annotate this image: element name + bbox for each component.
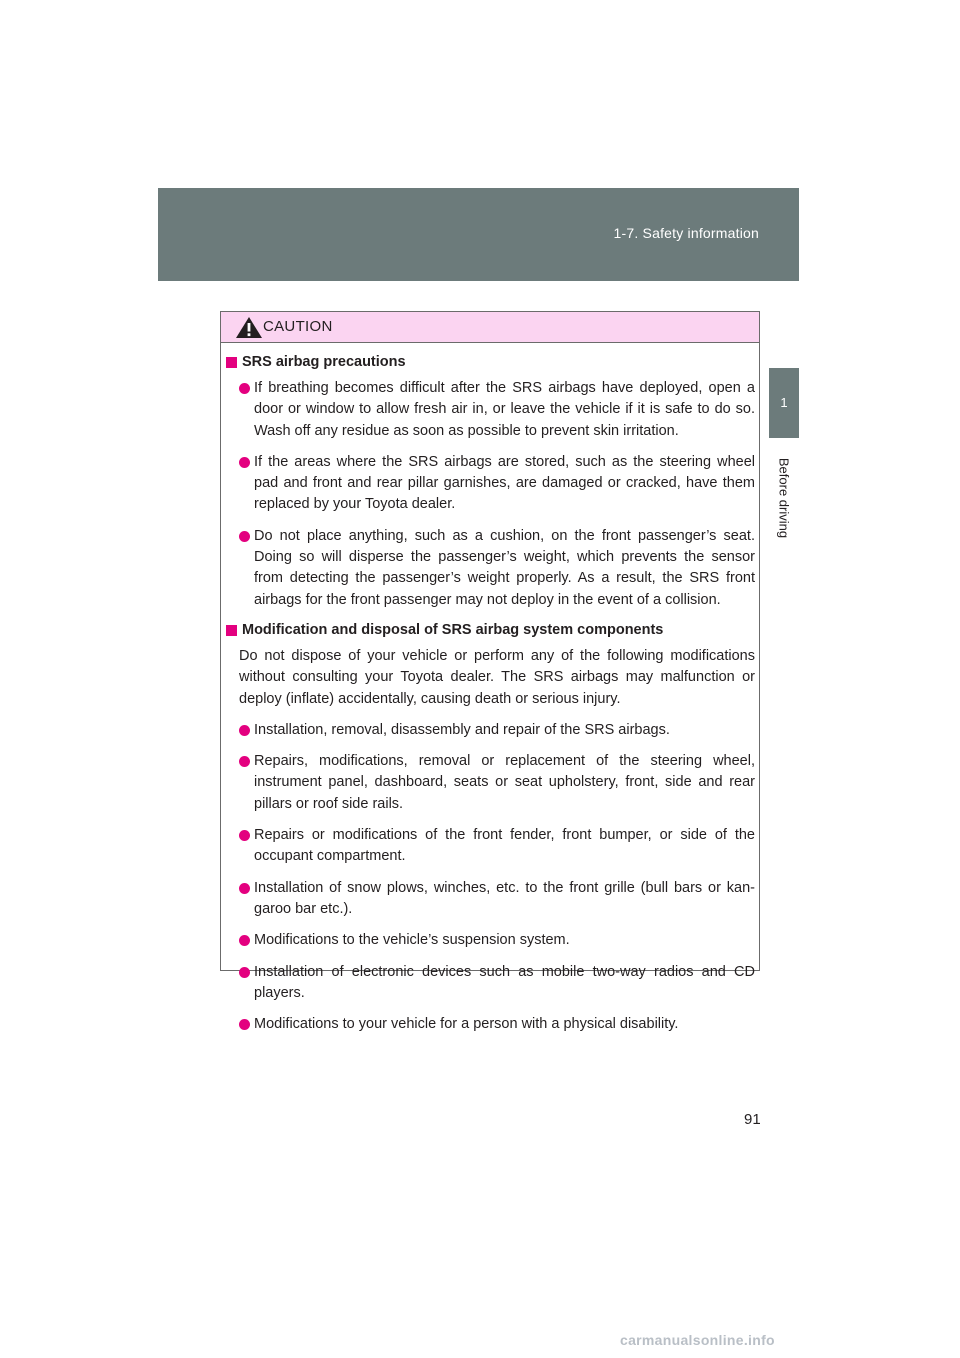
chapter-number: 1 [780, 395, 788, 410]
list-item [239, 825, 755, 868]
round-bullet-icon [239, 725, 250, 736]
list-item-text: If breathing becomes difficult after the SRS airbags have deployed, open a door or window to allow fresh air in, or leave the vehicle if it is safe to do so. Wash off any residue as soon as possible to prevent skin irritation. [254, 380, 755, 439]
section-heading [226, 353, 759, 372]
list-item-text: Repairs or modifications of the front fender, front bumper, or side of the occupant compartment. [254, 827, 755, 865]
section-intro: Do not dispose of your vehicle or perform any of the following modifications without consulting your Toyota dealer. The SRS airbags may malfunction or deploy (inflate) accidentally, causing death or serious injury. [239, 647, 755, 707]
round-bullet-icon [239, 756, 250, 767]
list-item [239, 452, 755, 516]
list-item [239, 930, 755, 951]
header-band [158, 188, 799, 281]
round-bullet-icon [239, 967, 250, 978]
round-bullet-icon [239, 457, 250, 468]
section-title: 1-7. Safety information [613, 225, 759, 241]
list-item [239, 751, 755, 815]
square-bullet-icon [226, 625, 237, 636]
caution-header [221, 312, 759, 343]
list-item-text: If the areas where the SRS airbags are stored, such as the steering wheel pad and front and rear pillar garnishes, are damaged or cracked, have them replaced by your Toyota dealer. [254, 453, 755, 513]
caution-box [220, 311, 760, 1033]
square-bullet-icon [226, 357, 237, 368]
watermark: carmanualsonline.info [620, 1332, 775, 1348]
round-bullet-icon [239, 1019, 250, 1030]
list-item-text: Repairs, modifications, removal or replacement of the steering wheel, instrument panel, dashboard, seats or seat upholstery, front, side and rear pillars or roof side rails. [254, 753, 755, 812]
list-item [239, 526, 755, 611]
section-heading-text: SRS airbag precautions [242, 354, 406, 370]
section-heading-text: Modification and disposal of SRS airbag system components [242, 621, 664, 638]
warning-triangle-icon [235, 316, 263, 339]
round-bullet-icon [239, 383, 250, 394]
list-item-text: Installation of electronic devices such as mobile two-way radios and CD players. [254, 963, 755, 1001]
list-item [239, 720, 755, 741]
round-bullet-icon [239, 935, 250, 946]
list-item [239, 1014, 755, 1035]
list-item [239, 378, 755, 442]
caution-body [221, 353, 759, 1039]
list-item-text: Installation of snow plows, winches, etc. to the front grille (bull bars or kan-garoo bar etc.). [254, 879, 755, 917]
list-item [239, 962, 755, 1005]
round-bullet-icon [239, 830, 250, 841]
section-heading [226, 621, 759, 640]
round-bullet-icon [239, 883, 250, 894]
list-item-text: Installation, removal, disassembly and repair of the SRS airbags. [254, 721, 670, 738]
list-item-text: Modifications to the vehicle’s suspension system. [254, 932, 570, 949]
list-item-text: Do not place anything, such as a cushion, on the front passenger’s seat. Doing so will disperse the passenger’s weight, which prevents the sensor from detecting the passenger’s weight properly. As a result, the SRS front airbags for the front passenger may not deploy in the event of a collision. [254, 527, 755, 608]
chapter-tab[interactable] [769, 368, 799, 438]
caution-title: CAUTION [263, 318, 333, 335]
list-item-text: Modifications to your vehicle for a person with a physical disability. [254, 1016, 679, 1033]
list-item [239, 878, 755, 921]
chapter-label: Before driving [776, 457, 792, 539]
round-bullet-icon [239, 531, 250, 542]
page-number: 91 [744, 1111, 761, 1128]
